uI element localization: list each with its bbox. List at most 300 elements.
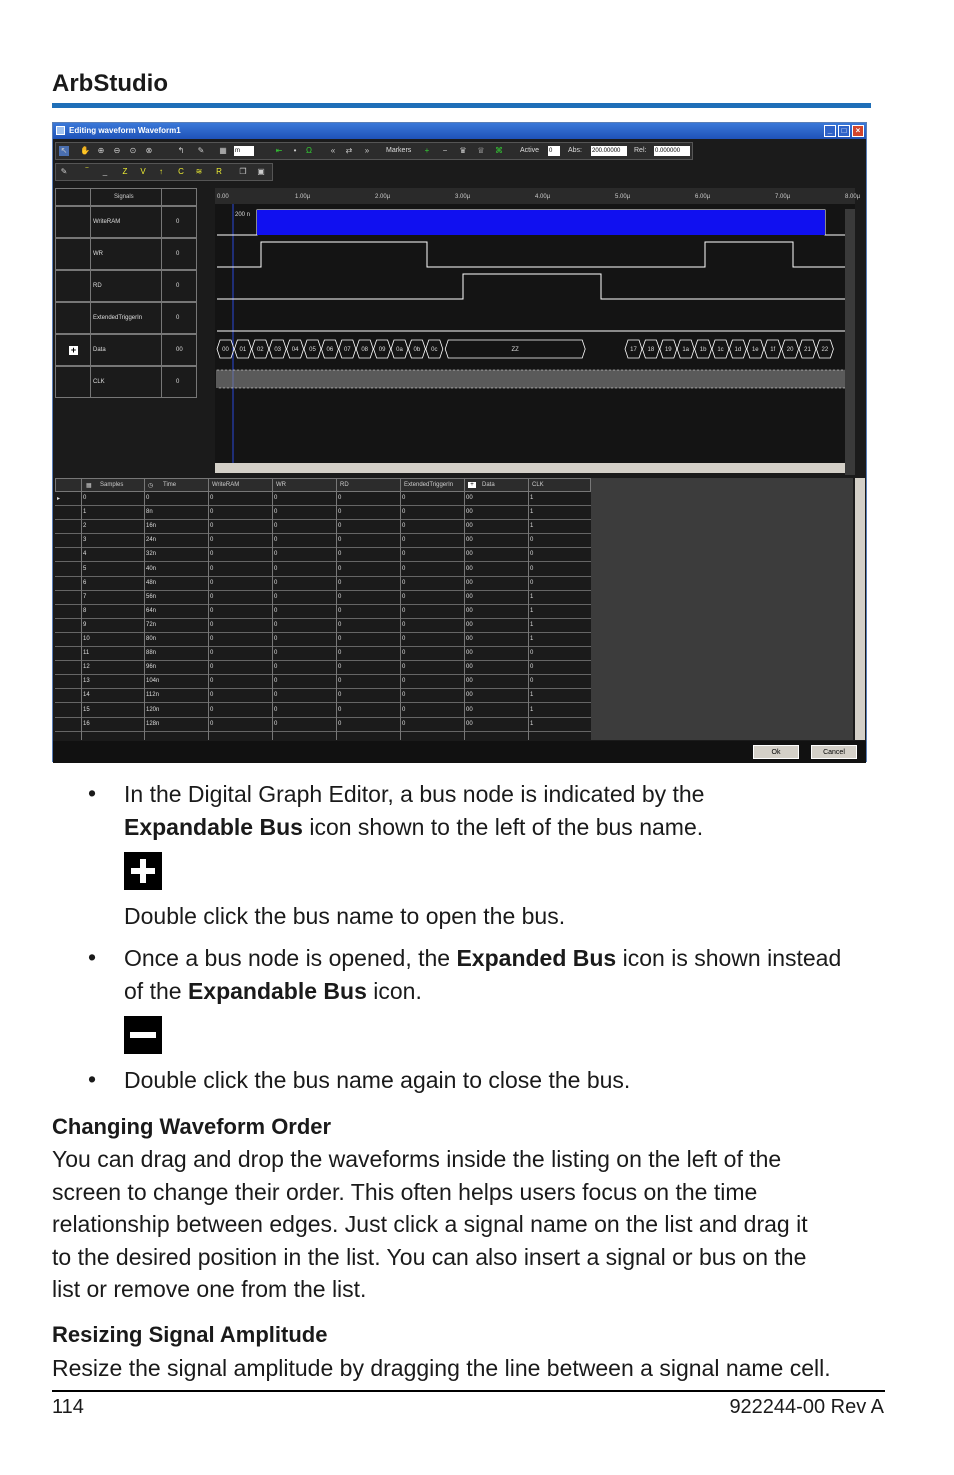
table-cell: 7 (83, 593, 87, 600)
random-icon[interactable]: ≋ (195, 167, 203, 176)
table-cell: 0 (146, 495, 150, 501)
table-cell: 0 (402, 495, 406, 501)
signal-name: WriteRAM (93, 219, 121, 225)
signal-list (55, 188, 197, 396)
table-cell: 0 (274, 607, 278, 614)
bus-value-label: 1b (699, 347, 707, 353)
signal-value: 0 (176, 315, 180, 321)
table-cell: 0 (274, 565, 278, 572)
signal-row[interactable] (55, 238, 197, 270)
zoom-in-icon[interactable]: ⊕ (97, 146, 105, 155)
digital-graph-editor-screenshot (52, 122, 867, 762)
zoom-fit-icon[interactable]: ⊙ (129, 146, 137, 155)
table-row[interactable] (55, 704, 591, 718)
table-cell: 0 (274, 650, 278, 657)
set-low-icon[interactable]: _ (102, 167, 108, 176)
signal-toolbar (55, 163, 273, 181)
col-header[interactable]: Data (482, 482, 495, 488)
table-cell: 13 (83, 678, 90, 685)
table-cell: 0 (274, 579, 278, 586)
body-line: Resize the signal amplitude by dragging the line between a signal name cell. (52, 1355, 831, 1381)
bus-value-label: 17 (630, 347, 637, 353)
time-icon: ◷ (148, 483, 154, 489)
bus-value-label: 00 (222, 347, 229, 353)
time-tick-label: 6.00µ (695, 194, 711, 200)
table-cell: 72n (146, 621, 157, 628)
clock-icon[interactable]: C (178, 167, 184, 176)
signal-value: 0 (176, 219, 180, 225)
col-header[interactable]: RD (340, 482, 349, 488)
paste-icon[interactable]: ▣ (257, 167, 265, 176)
crown-2-icon[interactable]: ♕ (477, 146, 485, 155)
table-cell: 00 (466, 692, 473, 699)
col-header[interactable]: Samples (100, 482, 124, 488)
table-cell: 120n (146, 706, 160, 713)
bus-value-label: 08 (361, 347, 369, 353)
crown-icon[interactable]: ♛ (459, 146, 467, 155)
bus-value-label: 0a (396, 347, 403, 353)
table-cell: 0 (402, 664, 406, 671)
table-row[interactable] (55, 661, 591, 675)
body-line: You can drag and drop the waveforms inside the listing on the left of the (52, 1146, 782, 1172)
page-number: 114 (52, 1396, 84, 1418)
table-cell: 1 (530, 706, 534, 713)
table-cell: 00 (466, 664, 473, 671)
table-cell: 8 (83, 607, 87, 614)
hand-tool-icon[interactable]: ✋ (80, 146, 90, 155)
sample-table (55, 478, 591, 740)
table-cell: 11 (83, 650, 90, 657)
table-cell: 0 (338, 650, 342, 657)
table-cell: 0 (210, 720, 214, 727)
graph-vscroll[interactable] (845, 209, 855, 475)
signal-name: CLK (93, 379, 105, 385)
minimize-button[interactable]: _ (824, 125, 836, 137)
go-start-icon[interactable]: ⇤ (275, 146, 283, 155)
time-tick-label: 4.00µ (535, 194, 551, 200)
table-cell: 0 (210, 593, 214, 600)
signal-value: 0 (176, 283, 180, 289)
table-cell: 0 (402, 636, 406, 642)
col-header[interactable]: CLK (532, 482, 544, 488)
set-value-icon[interactable]: V (140, 167, 146, 176)
signal-cell-icon (56, 271, 91, 301)
table-cell: 00 (466, 607, 473, 614)
table-row[interactable] (55, 647, 591, 661)
table-cell: 0 (402, 621, 406, 628)
table-column-divider (528, 478, 529, 740)
cursor-label: 200 n (235, 212, 251, 218)
table-column-divider (208, 478, 209, 740)
col-header[interactable]: Time (163, 482, 177, 488)
time-tick-label: 8.00µ (845, 194, 861, 200)
edit-icon[interactable]: ✎ (60, 167, 68, 176)
abs-label: Abs: (568, 147, 583, 154)
signal-value: 0 (176, 379, 180, 385)
table-cell: 0 (274, 720, 278, 727)
repeat-icon[interactable]: R (216, 167, 222, 176)
table-cell: 2 (83, 523, 87, 530)
remove-marker-icon[interactable]: − (442, 146, 448, 155)
signal-name: WR (93, 251, 103, 257)
sample-table-header (55, 478, 591, 492)
signal-row[interactable] (55, 302, 197, 334)
table-empty-area (591, 478, 853, 740)
table-cell: 0 (274, 678, 278, 685)
table-cell: 0 (530, 565, 534, 572)
bullet-2-post: icon. (366, 978, 422, 1004)
table-row[interactable] (55, 633, 591, 647)
table-cell: 12 (83, 664, 90, 671)
table-cell: 0 (338, 495, 342, 501)
zoom-area-icon[interactable]: ⊗ (145, 146, 153, 155)
table-cell: 0 (210, 664, 214, 671)
minus-icon (124, 1016, 162, 1054)
rel-input[interactable]: 0.000000 (654, 146, 690, 156)
signal-value: 00 (176, 347, 183, 353)
table-cell: 0 (83, 495, 87, 501)
link-icon[interactable]: ⇄ (345, 146, 353, 155)
table-cell: 104n (146, 678, 160, 685)
signal-cell-icon (56, 367, 91, 397)
table-row[interactable] (55, 675, 591, 689)
table-cell: 0 (402, 650, 406, 657)
bullet-2-bold-2: Expandable Bus (187, 978, 367, 1004)
bullet-1-bold: Expandable Bus (124, 814, 303, 840)
table-cell: 0 (338, 551, 342, 558)
signal-row[interactable] (55, 206, 197, 238)
table-cell: 3 (83, 537, 87, 544)
signal-name: RD (93, 283, 102, 289)
table-cell: 80n (146, 636, 157, 642)
table-cell: 56n (146, 593, 157, 600)
zoom-out-icon[interactable]: ⊖ (113, 146, 121, 155)
table-column-divider (400, 478, 401, 740)
bullet-1-text (124, 778, 884, 844)
table-cell: 0 (530, 650, 534, 657)
table-cell: 0 (274, 523, 278, 530)
table-row[interactable] (55, 506, 591, 520)
time-tick-label: 1.00µ (295, 194, 311, 200)
table-cell: 128n (146, 720, 160, 727)
graph-hscroll[interactable] (215, 463, 855, 473)
table-cell: 1 (530, 523, 534, 530)
body-line: relationship between edges. Just click a signal name on the list and drag it (52, 1211, 808, 1237)
table-cell: 0 (274, 593, 278, 600)
bus-value-label: 22 (821, 347, 829, 353)
table-cell: 6 (83, 579, 87, 586)
dot-icon[interactable]: • (293, 146, 297, 155)
table-cell: 0 (530, 579, 534, 586)
document-id: 922244-00 Rev A (729, 1396, 884, 1418)
forward-icon[interactable]: » (364, 146, 370, 155)
copy-icon[interactable]: ❐ (239, 167, 247, 176)
table-row[interactable] (55, 520, 591, 534)
section-heading: Resizing Signal Amplitude (52, 1322, 328, 1347)
table-cell: 15 (83, 706, 90, 713)
table-cell: 0 (402, 523, 406, 530)
table-cell: 00 (466, 621, 473, 628)
table-row[interactable] (55, 718, 591, 732)
table-cell: 88n (146, 650, 157, 657)
bullet-2-text (124, 942, 884, 1008)
table-cell: 0 (274, 537, 278, 544)
maximize-button[interactable]: □ (838, 125, 850, 137)
table-cell: 00 (466, 579, 473, 586)
window-titlebar (53, 123, 866, 139)
window-app-icon (56, 126, 65, 135)
header-rule (52, 103, 871, 108)
table-cell: 0 (402, 579, 406, 586)
table-cell: 48n (146, 579, 157, 586)
table-cell: 0 (210, 692, 214, 699)
table-cell: 1 (530, 621, 534, 628)
table-cell: 00 (466, 636, 473, 642)
add-marker-icon[interactable]: + (424, 146, 430, 155)
bullet-2-pre: Once a bus node is opened, the (124, 945, 457, 971)
status-bar (53, 741, 866, 763)
time-tick-label: 5.00µ (615, 194, 631, 200)
table-column-divider (81, 478, 82, 740)
page-header-title: ArbStudio (52, 70, 168, 97)
signal-cell-icon (56, 207, 91, 237)
table-cell: 32n (146, 551, 157, 558)
bus-value-label: 20 (786, 347, 794, 353)
table-cell: 00 (466, 720, 473, 727)
table-cell: 0 (210, 565, 214, 572)
bus-value-label: 05 (309, 347, 316, 353)
table-cell: 0 (210, 607, 214, 614)
table-row[interactable] (55, 548, 591, 562)
table-cell: 0 (530, 664, 534, 671)
time-unit-select[interactable]: m (234, 146, 254, 156)
table-cell: 64n (146, 607, 157, 614)
table-cell: 4 (83, 551, 87, 558)
table-cell: 0 (402, 720, 406, 727)
table-cell: 96n (146, 664, 157, 671)
table-cell: 0 (338, 509, 342, 516)
col-header[interactable]: WriteRAM (212, 482, 240, 488)
table-row[interactable] (55, 577, 591, 591)
bullet-dot: • (88, 944, 97, 970)
table-cell: 0 (338, 523, 342, 530)
bus-value-label: 0c (431, 347, 438, 353)
time-tick-label: 2.00µ (375, 194, 391, 200)
signal-cell-icon (56, 303, 91, 333)
table-column-divider (464, 478, 465, 740)
table-cell: 0 (210, 537, 214, 544)
time-tick-label: 0.00 (217, 194, 229, 200)
signals-header-label: Signals (114, 194, 134, 200)
signal-list-header (55, 188, 197, 206)
section-body (52, 1352, 882, 1385)
table-cell: 0 (530, 678, 534, 685)
table-cell: 0 (402, 537, 406, 544)
table-vscroll[interactable] (855, 478, 865, 740)
grid-icon[interactable]: ▦ (219, 146, 227, 155)
table-cell: 0 (274, 551, 278, 558)
bus-value-label: 02 (256, 347, 264, 353)
table-cell: 0 (274, 636, 278, 642)
table-cell: 0 (210, 509, 214, 516)
bus-value-label: 1a (682, 347, 690, 353)
bullet-2-mid: icon is shown instead (616, 945, 842, 971)
table-cell: 1 (530, 720, 534, 727)
active-label: Active (520, 147, 540, 154)
table-cell: 1 (530, 593, 534, 600)
bus-value-label: 0b (413, 347, 421, 353)
active-input[interactable]: 0 (548, 146, 560, 156)
ok-button[interactable]: Ok (753, 745, 799, 759)
section-body (52, 1143, 882, 1306)
bus-value-label: 01 (239, 347, 247, 353)
table-cell: 1 (530, 692, 534, 699)
table-row[interactable] (55, 689, 591, 703)
table-cell: 0 (338, 593, 342, 600)
bus-value-label: 19 (664, 347, 672, 353)
bus-value-label: 1d (734, 347, 742, 353)
window-title: Editing waveform Waveform1 (69, 126, 181, 135)
plus-icon (124, 852, 162, 890)
body-line: list or remove one from the list. (52, 1276, 367, 1302)
main-toolbar (55, 142, 693, 160)
table-row[interactable] (55, 605, 591, 619)
table-cell: 16 (83, 720, 90, 727)
table-cell: 0 (530, 537, 534, 544)
writeram-high-fill (257, 210, 825, 235)
table-cell: 00 (466, 551, 473, 558)
table-cell: 0 (274, 509, 278, 516)
bus-value-label: 1f (770, 347, 776, 353)
col-header[interactable]: ExtendedTriggerIn (404, 482, 454, 488)
signal-row[interactable] (55, 270, 197, 302)
marker-mode-icon[interactable]: ⌘ (495, 146, 503, 155)
table-cell: 00 (466, 678, 473, 685)
table-cell: 0 (274, 495, 278, 501)
bullet-1-note: Double click the bus name to open the bus. (124, 903, 566, 929)
table-cell: 0 (210, 678, 214, 685)
bullet-3-text: Double click the bus name again to close the bus. (124, 1067, 631, 1093)
table-cell: 5 (83, 565, 87, 572)
table-cell: 1 (530, 636, 534, 642)
markers-label: Markers (386, 147, 412, 154)
table-cell: 0 (402, 607, 406, 614)
table-cell: 16n (146, 523, 157, 530)
current-row-marker-icon: ▸ (57, 496, 61, 502)
expandable-bus-icon[interactable]: + (70, 345, 77, 355)
table-cell: 0 (210, 495, 214, 501)
pointer-tool-icon[interactable]: ↖ (60, 146, 68, 155)
table-row[interactable] (55, 563, 591, 577)
signal-name: ExtendedTriggerIn (93, 315, 143, 321)
bullet-2-line2-pre: of the (124, 978, 188, 1004)
table-cell: 0 (210, 650, 214, 657)
table-column-divider (272, 478, 273, 740)
table-cell: 0 (210, 551, 214, 558)
expanded-bus-icon (124, 1016, 162, 1054)
table-cell: 112n (146, 692, 159, 699)
cancel-button[interactable]: Cancel (811, 745, 857, 759)
abs-input[interactable]: 200.00000 (591, 146, 627, 156)
table-cell: 0 (338, 579, 342, 586)
table-cell: 0 (402, 692, 406, 699)
table-cell: 40n (146, 565, 157, 572)
table-cell: 0 (338, 636, 342, 642)
set-high-icon[interactable]: ‾ (85, 167, 89, 176)
table-cell: 0 (402, 678, 406, 685)
bus-value-label: 1c (717, 347, 724, 353)
waveform-graph[interactable] (215, 188, 861, 473)
table-row[interactable] (55, 619, 591, 633)
section-heading: Changing Waveform Order (52, 1114, 332, 1139)
table-cell: 0 (530, 551, 534, 558)
table-cell: 8n (146, 509, 153, 516)
table-cell: 0 (274, 706, 278, 713)
table-cell: 00 (466, 565, 473, 572)
table-cell: 0 (402, 509, 406, 516)
table-cell: 00 (466, 495, 473, 501)
table-cell: 0 (338, 537, 342, 544)
bullet-dot: • (88, 1066, 97, 1092)
signal-row[interactable] (55, 366, 197, 398)
table-column-divider (144, 478, 145, 740)
time-tick-label: 3.00µ (455, 194, 471, 200)
close-button[interactable]: × (852, 125, 864, 137)
footer-rule (52, 1390, 885, 1392)
table-column-divider (336, 478, 337, 740)
table-cell: 00 (466, 523, 473, 530)
table-cell: 1 (530, 607, 534, 614)
bullet-1-pre: In the Digital Graph Editor, a bus node is indicated by the (124, 781, 705, 807)
expandable-bus-icon[interactable]: + (468, 482, 476, 488)
table-cell: 14 (83, 692, 90, 699)
table-cell: 0 (338, 607, 342, 614)
set-z-icon[interactable]: Z (122, 167, 128, 176)
table-row[interactable] (55, 534, 591, 548)
table-cell: 1 (530, 495, 534, 501)
table-cell: 1 (83, 509, 87, 516)
insert-icon[interactable]: ↑ (159, 167, 163, 176)
wrench-icon[interactable]: ✎ (197, 146, 205, 155)
table-cell: 0 (338, 621, 342, 628)
rel-label: Rel: (634, 147, 647, 154)
cursor-tool-icon[interactable]: ↰ (177, 146, 185, 155)
bullet-2-bold: Expanded Bus (456, 945, 617, 971)
table-row[interactable] (55, 591, 591, 605)
table-cell: 0 (402, 706, 406, 713)
bullet-1-post: icon shown to the left of the bus name. (302, 814, 704, 840)
loop-icon[interactable]: Ω (306, 146, 312, 155)
bus-value-label: 03 (274, 347, 282, 353)
table-cell: 0 (210, 523, 214, 530)
header-cell-blank (56, 189, 91, 205)
table-row[interactable] (55, 492, 591, 506)
col-header[interactable]: WR (276, 482, 286, 488)
bus-value-label: 1e (751, 347, 759, 353)
signal-name: Data (93, 347, 106, 353)
table-cell: 0 (338, 678, 342, 685)
table-cell: 00 (466, 509, 473, 516)
table-cell: 0 (402, 551, 406, 558)
signal-row-bus[interactable] (55, 334, 197, 366)
bus-value-label: 07 (343, 347, 351, 353)
bus-value-label: 21 (804, 347, 811, 353)
time-tick-label: 7.00µ (775, 194, 791, 200)
table-cell: 0 (274, 621, 278, 628)
rewind-icon[interactable]: « (330, 146, 336, 155)
table-cell: 0 (338, 720, 342, 727)
table-cell: 0 (274, 664, 278, 671)
